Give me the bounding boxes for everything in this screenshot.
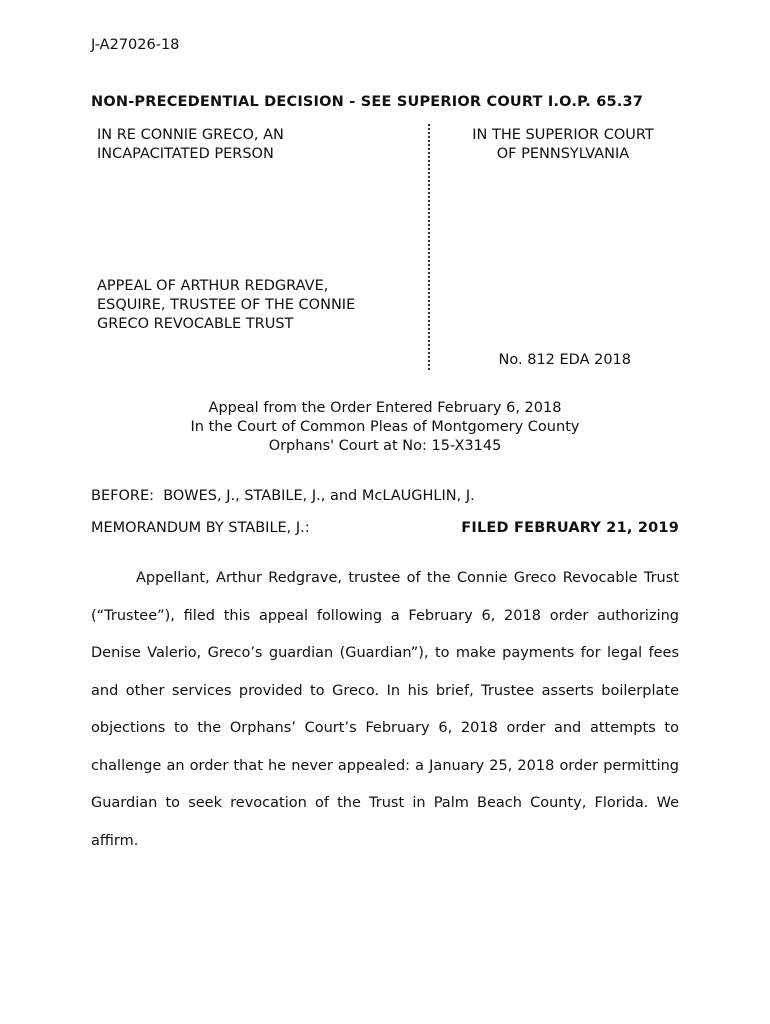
caption-party-line: IN RE CONNIE GRECO, AN: [97, 127, 284, 143]
caption-party: [97, 126, 417, 164]
caption-divider: [428, 124, 430, 370]
caption-appellant-line: ESQUIRE, TRUSTEE OF THE CONNIE: [97, 297, 356, 313]
caption-appellant-line: GRECO REVOCABLE TRUST: [97, 316, 294, 332]
appeal-from-line: In the Court of Common Pleas of Montgomery County: [190, 419, 580, 435]
opinion-paragraph: Appellant, Arthur Redgrave, trustee of the Connie Greco Revocable Trust (“Trustee”), filed this appeal following a February 6, 2018 order authorizing Denise Valerio, Greco’s guardian (Guardian”), to make payments for legal fees and other services provided to Greco. In his brief, Trustee asserts boilerplate objections to the Orphans’ Court’s February 6, 2018 order and attempts to challenge an order that he never appealed: a January 25, 2018 order permitting Guardian to seek revocation of the Trust in Palm Beach County, Florida. We affirm.: [91, 570, 679, 849]
caption-appellant: [97, 277, 417, 334]
docket-number-text: No. 812 EDA 2018: [498, 352, 631, 368]
caption-appellant-line: APPEAL OF ARTHUR REDGRAVE,: [97, 278, 329, 294]
opinion-body: [91, 560, 679, 860]
filed-date: FILED FEBRUARY 21, 2019: [461, 520, 679, 536]
docket-number: [440, 352, 686, 368]
non-precedential-notice: NON-PRECEDENTIAL DECISION - SEE SUPERIOR COURT I.O.P. 65.37: [91, 94, 644, 110]
appeal-from-line: Appeal from the Order Entered February 6, 2018: [208, 400, 562, 416]
caption-court: [440, 126, 686, 164]
appeal-from-line: Orphans' Court at No: 15-X3145: [268, 438, 502, 454]
docket-code: J-A27026-18: [91, 37, 180, 53]
memorandum-author: MEMORANDUM BY STABILE, J.:: [91, 520, 310, 536]
caption-court-line: IN THE SUPERIOR COURT: [472, 127, 654, 143]
appeal-from-block: [91, 399, 679, 456]
panel-before: BEFORE: BOWES, J., STABILE, J., and McLAUGHLIN, J.: [91, 488, 475, 504]
caption-court-line: OF PENNSYLVANIA: [496, 146, 630, 162]
caption-party-line: INCAPACITATED PERSON: [97, 146, 274, 162]
